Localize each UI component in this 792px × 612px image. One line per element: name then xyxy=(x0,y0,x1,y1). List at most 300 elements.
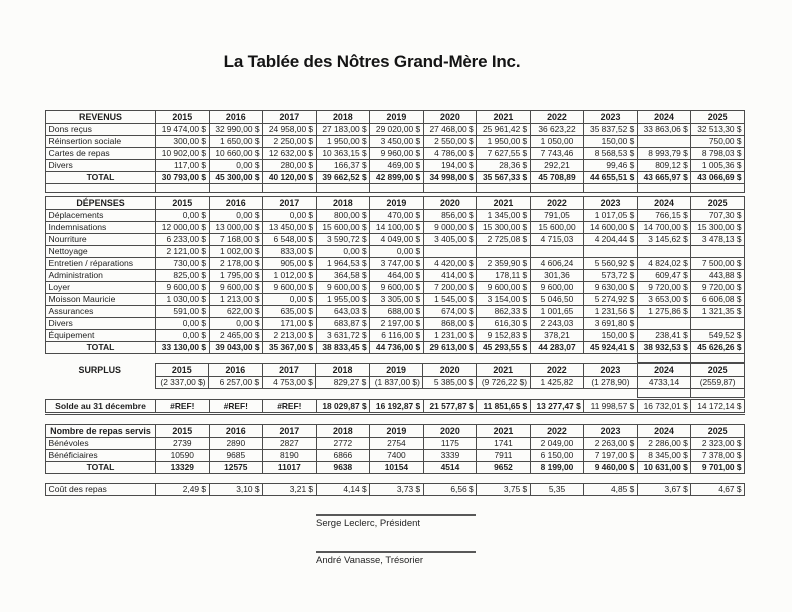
value-cell: 5 560,92 $ xyxy=(584,258,638,270)
value-cell: 2 263,00 $ xyxy=(584,438,638,450)
value-cell: 6 257,00 $ xyxy=(209,377,263,389)
row-label: Bénévoles xyxy=(46,438,156,450)
table-row xyxy=(46,484,745,496)
value-cell: 150,00 $ xyxy=(584,136,638,148)
value-cell: 591,00 $ xyxy=(156,306,210,318)
value-cell: 1 545,00 $ xyxy=(423,294,477,306)
repas-header-row xyxy=(46,425,745,438)
value-cell: 8 993,79 $ xyxy=(637,148,691,160)
empty-cell xyxy=(423,389,477,398)
value-cell: 1175 xyxy=(423,438,477,450)
value-cell: 8 568,53 $ xyxy=(584,148,638,160)
year-header: 2018 xyxy=(316,197,370,210)
empty-cell xyxy=(262,389,316,398)
value-cell: 643,03 $ xyxy=(316,306,370,318)
value-cell: 16 192,87 $ xyxy=(370,400,424,414)
value-cell: 45 300,00 $ xyxy=(209,172,263,184)
value-cell: 0,00 $ xyxy=(263,294,317,306)
value-cell: 0,00 $ xyxy=(263,210,317,222)
empty-cell xyxy=(156,354,210,363)
table-row xyxy=(45,377,745,389)
value-cell: 2 550,00 $ xyxy=(423,136,477,148)
value-cell: (1 278,90) xyxy=(584,377,638,389)
revenus-table xyxy=(45,110,745,193)
row-label: Nettoyage xyxy=(46,246,156,258)
year-header: 2022 xyxy=(530,111,584,124)
value-cell: 683,87 $ xyxy=(316,318,370,330)
value-cell: 3,21 $ xyxy=(263,484,317,496)
value-cell: 1 012,00 $ xyxy=(263,270,317,282)
value-cell: 1 275,86 $ xyxy=(637,306,691,318)
value-cell: 905,00 $ xyxy=(263,258,317,270)
year-header: 2024 xyxy=(637,197,691,210)
empty-cell xyxy=(530,184,584,193)
value-cell: 2 178,00 $ xyxy=(209,258,263,270)
value-cell xyxy=(530,246,584,258)
value-cell: 0,00 $ xyxy=(370,246,424,258)
year-header: 2019 xyxy=(369,364,423,377)
value-cell: 1 950,00 $ xyxy=(316,136,370,148)
value-cell: 12 000,00 $ xyxy=(156,222,210,234)
table-row xyxy=(46,330,745,342)
value-cell: 2,49 $ xyxy=(156,484,210,496)
empty-cell xyxy=(691,354,745,363)
value-cell: 622,00 $ xyxy=(209,306,263,318)
value-cell: 3 405,00 $ xyxy=(423,234,477,246)
empty-cell xyxy=(637,354,691,363)
value-cell: 1741 xyxy=(477,438,531,450)
year-header: 2019 xyxy=(370,425,424,438)
value-cell: 3 305,00 $ xyxy=(370,294,424,306)
solde-table xyxy=(45,399,745,415)
empty-cell xyxy=(637,389,691,398)
table-row xyxy=(46,294,745,306)
value-cell: 10 660,00 $ xyxy=(209,148,263,160)
value-cell: 469,00 $ xyxy=(370,160,424,172)
value-cell: 833,00 $ xyxy=(263,246,317,258)
value-cell: 27 183,00 $ xyxy=(316,124,370,136)
value-cell: 1 950,00 $ xyxy=(477,136,531,148)
value-cell: 1 231,00 $ xyxy=(423,330,477,342)
row-label xyxy=(45,377,155,389)
year-header: 2016 xyxy=(209,364,263,377)
surplus-section-title: SURPLUS xyxy=(78,364,121,375)
year-header: 2022 xyxy=(530,425,584,438)
value-cell: 15 600,00 xyxy=(530,222,584,234)
value-cell: 28,36 $ xyxy=(477,160,531,172)
year-header: 2021 xyxy=(477,111,531,124)
year-header: 2022 xyxy=(530,197,584,210)
value-cell xyxy=(637,136,691,148)
year-header: 2024 xyxy=(637,364,691,377)
year-header: 2025 xyxy=(691,364,745,377)
repas-section-title: Nombre de repas servis xyxy=(46,425,156,438)
value-cell: 36 623,22 xyxy=(530,124,584,136)
value-cell: 6 233,00 $ xyxy=(156,234,210,246)
empty-cell xyxy=(209,184,263,193)
value-cell: 9 600,00 $ xyxy=(477,282,531,294)
value-cell: 2 465,00 $ xyxy=(209,330,263,342)
value-cell: 3 450,00 $ xyxy=(370,136,424,148)
value-cell: 1 005,36 $ xyxy=(691,160,745,172)
value-cell: 9 720,00 $ xyxy=(637,282,691,294)
row-label: Moisson Mauricie xyxy=(46,294,156,306)
value-cell: 3,75 $ xyxy=(477,484,531,496)
year-header: 2023 xyxy=(584,111,638,124)
empty-cell xyxy=(423,184,477,193)
value-cell: 13 000,00 $ xyxy=(209,222,263,234)
year-header: 2017 xyxy=(263,111,317,124)
row-label: TOTAL xyxy=(46,462,156,474)
signature-president: Serge Leclerc, Président xyxy=(316,514,476,529)
value-cell: 4,14 $ xyxy=(316,484,370,496)
value-cell: #REF! xyxy=(156,400,210,414)
value-cell: 33 863,06 $ xyxy=(637,124,691,136)
value-cell: 9638 xyxy=(316,462,370,474)
value-cell: 45 293,55 $ xyxy=(477,342,531,354)
value-cell: #REF! xyxy=(209,400,263,414)
year-header: 2020 xyxy=(423,197,477,210)
value-cell: 6 150,00 xyxy=(530,450,584,462)
empty-cell xyxy=(155,389,209,398)
value-cell: 616,30 $ xyxy=(477,318,531,330)
value-cell: (1 837,00 $) xyxy=(369,377,423,389)
value-cell: 8 345,00 $ xyxy=(637,450,691,462)
empty-cell xyxy=(263,354,317,363)
value-cell: 4 049,00 $ xyxy=(370,234,424,246)
value-cell xyxy=(691,318,745,330)
row-label: Bénéficiaires xyxy=(46,450,156,462)
value-cell: 43 066,69 $ xyxy=(691,172,745,184)
row-label: Administration xyxy=(46,270,156,282)
value-cell: 856,00 $ xyxy=(423,210,477,222)
table-row xyxy=(46,450,745,462)
empty-cell xyxy=(209,389,263,398)
value-cell: 8 199,00 xyxy=(530,462,584,474)
value-cell: 8190 xyxy=(263,450,317,462)
empty-cell xyxy=(476,389,530,398)
value-cell: 707,30 $ xyxy=(691,210,745,222)
value-cell: 300,00 $ xyxy=(156,136,210,148)
value-cell: 7 500,00 $ xyxy=(691,258,745,270)
row-label: Loyer xyxy=(46,282,156,294)
value-cell: 549,52 $ xyxy=(691,330,745,342)
row-label: Nourriture xyxy=(46,234,156,246)
page-title: La Tablée des Nôtres Grand-Mère Inc. xyxy=(223,52,521,71)
table-row xyxy=(46,124,745,136)
value-cell: 2772 xyxy=(316,438,370,450)
value-cell: 43 665,97 $ xyxy=(637,172,691,184)
value-cell: 1 955,00 $ xyxy=(316,294,370,306)
value-cell: 4733,14 xyxy=(637,377,691,389)
signature-treasurer: André Vanasse, Trésorier xyxy=(316,551,476,566)
empty-row xyxy=(46,184,745,193)
value-cell: 38 932,53 $ xyxy=(637,342,691,354)
year-header: 2018 xyxy=(316,364,370,377)
table-row xyxy=(46,210,745,222)
value-cell: 10 902,00 $ xyxy=(156,148,210,160)
value-cell: 1 231,56 $ xyxy=(584,306,638,318)
table-row xyxy=(46,222,745,234)
value-cell: 378,21 xyxy=(530,330,584,342)
value-cell: 44 736,00 $ xyxy=(370,342,424,354)
value-cell: 7 378,00 $ xyxy=(691,450,745,462)
value-cell: 9 000,00 $ xyxy=(423,222,477,234)
value-cell: 178,11 $ xyxy=(477,270,531,282)
empty-cell xyxy=(584,184,638,193)
value-cell: 2 725,08 $ xyxy=(477,234,531,246)
value-cell: 14 700,00 $ xyxy=(637,222,691,234)
year-header: 2015 xyxy=(156,197,210,210)
value-cell: 301,36 xyxy=(530,270,584,282)
empty-cell xyxy=(316,389,370,398)
value-cell: 2 359,90 $ xyxy=(477,258,531,270)
value-cell: 42 899,00 $ xyxy=(370,172,424,184)
year-header: 2023 xyxy=(584,197,638,210)
row-label: Solde au 31 décembre xyxy=(46,400,156,414)
value-cell: 3 747,00 $ xyxy=(370,258,424,270)
value-cell: 800,00 $ xyxy=(316,210,370,222)
value-cell xyxy=(423,246,477,258)
table-row xyxy=(46,136,745,148)
empty-cell xyxy=(584,354,638,363)
value-cell: 1 345,00 $ xyxy=(477,210,531,222)
value-cell: 0,00 $ xyxy=(209,210,263,222)
value-cell: 7 200,00 $ xyxy=(423,282,477,294)
value-cell: 9 460,00 $ xyxy=(584,462,638,474)
value-cell: 10154 xyxy=(370,462,424,474)
value-cell: 8 798,03 $ xyxy=(691,148,745,160)
value-cell: 171,00 $ xyxy=(263,318,317,330)
value-cell: 3 590,72 $ xyxy=(316,234,370,246)
empty-cell xyxy=(370,184,424,193)
row-label: Entretien / réparations xyxy=(46,258,156,270)
value-cell: 15 300,00 $ xyxy=(691,222,745,234)
value-cell: 470,00 $ xyxy=(370,210,424,222)
value-cell: 10590 xyxy=(156,450,210,462)
value-cell xyxy=(691,246,745,258)
table-row xyxy=(46,400,745,414)
depenses-table xyxy=(45,196,745,363)
year-header: 2021 xyxy=(477,425,531,438)
value-cell: 688,00 $ xyxy=(370,306,424,318)
revenus-header-row xyxy=(46,111,745,124)
value-cell: 34 998,00 $ xyxy=(423,172,477,184)
value-cell: 4 786,00 $ xyxy=(423,148,477,160)
value-cell: 1 002,00 $ xyxy=(209,246,263,258)
value-cell: 33 130,00 $ xyxy=(156,342,210,354)
year-header: 2023 xyxy=(584,364,638,377)
value-cell: 2 323,00 $ xyxy=(691,438,745,450)
value-cell: #REF! xyxy=(263,400,317,414)
empty-cell xyxy=(370,354,424,363)
value-cell: 4,85 $ xyxy=(584,484,638,496)
row-label: Dons reçus xyxy=(46,124,156,136)
depenses-section-title: DÉPENSES xyxy=(46,197,156,210)
empty-cell xyxy=(584,389,638,398)
value-cell: 5,35 xyxy=(530,484,584,496)
value-cell: 238,41 $ xyxy=(637,330,691,342)
value-cell: 4 420,00 $ xyxy=(423,258,477,270)
value-cell: 35 837,52 $ xyxy=(584,124,638,136)
value-cell: 11017 xyxy=(263,462,317,474)
value-cell: 2827 xyxy=(263,438,317,450)
value-cell: 19 474,00 $ xyxy=(156,124,210,136)
row-label: Indemnisations xyxy=(46,222,156,234)
repas-table xyxy=(45,424,745,474)
value-cell: 1 795,00 $ xyxy=(209,270,263,282)
value-cell: 10 363,15 $ xyxy=(316,148,370,160)
value-cell: 3 653,00 $ xyxy=(637,294,691,306)
value-cell: (2 337,00 $) xyxy=(155,377,209,389)
row-label: Divers xyxy=(46,318,156,330)
value-cell: 9 960,00 $ xyxy=(370,148,424,160)
empty-cell xyxy=(316,354,370,363)
value-cell: 24 958,00 $ xyxy=(263,124,317,136)
year-header: 2021 xyxy=(476,364,530,377)
year-header: 2020 xyxy=(423,111,477,124)
empty-cell xyxy=(209,354,263,363)
value-cell: 35 367,00 $ xyxy=(263,342,317,354)
value-cell: 6 116,00 $ xyxy=(370,330,424,342)
value-cell: 2 243,03 xyxy=(530,318,584,330)
value-cell: 45 708,89 xyxy=(530,172,584,184)
value-cell: 9652 xyxy=(477,462,531,474)
value-cell: 44 283,07 xyxy=(530,342,584,354)
value-cell: 32 513,30 $ xyxy=(691,124,745,136)
value-cell: 27 468,00 $ xyxy=(423,124,477,136)
year-header: 2015 xyxy=(155,364,209,377)
value-cell: 5 274,92 $ xyxy=(584,294,638,306)
value-cell: 2739 xyxy=(156,438,210,450)
empty-cell xyxy=(45,389,155,398)
year-header: 2025 xyxy=(691,425,745,438)
value-cell: 0,00 $ xyxy=(209,318,263,330)
value-cell: 0,00 $ xyxy=(156,210,210,222)
value-cell: 791,05 xyxy=(530,210,584,222)
value-cell: 6866 xyxy=(316,450,370,462)
value-cell: 9 600,00 xyxy=(530,282,584,294)
table-row xyxy=(46,438,745,450)
value-cell: 11 851,65 $ xyxy=(477,400,531,414)
value-cell: 7 743,46 xyxy=(530,148,584,160)
total-row xyxy=(46,462,745,474)
value-cell: 3 478,13 $ xyxy=(691,234,745,246)
value-cell: 9 600,00 $ xyxy=(156,282,210,294)
value-cell: 0,00 $ xyxy=(156,330,210,342)
value-cell: 3 145,62 $ xyxy=(637,234,691,246)
value-cell: 2890 xyxy=(209,438,263,450)
year-header: 2020 xyxy=(423,364,477,377)
value-cell: 3 691,80 $ xyxy=(584,318,638,330)
year-header: 2017 xyxy=(263,425,317,438)
value-cell: 3,73 $ xyxy=(370,484,424,496)
cout-table xyxy=(45,483,745,496)
value-cell: 0,00 $ xyxy=(156,318,210,330)
value-cell: 45 924,41 $ xyxy=(584,342,638,354)
year-header: 2024 xyxy=(637,425,691,438)
value-cell: 292,21 xyxy=(530,160,584,172)
table-row xyxy=(46,258,745,270)
empty-cell xyxy=(530,354,584,363)
value-cell: 150,00 $ xyxy=(584,330,638,342)
value-cell: 414,00 $ xyxy=(423,270,477,282)
year-header: 2018 xyxy=(316,425,370,438)
value-cell: 0,00 $ xyxy=(316,246,370,258)
value-cell: 6 606,08 $ xyxy=(691,294,745,306)
empty-cell xyxy=(263,184,317,193)
value-cell: 14 600,00 $ xyxy=(584,222,638,234)
value-cell: 2 049,00 xyxy=(530,438,584,450)
value-cell: 12575 xyxy=(209,462,263,474)
value-cell: 766,15 $ xyxy=(637,210,691,222)
year-header: 2015 xyxy=(156,111,210,124)
row-label: Divers xyxy=(46,160,156,172)
value-cell: (9 726,22 $) xyxy=(476,377,530,389)
value-cell: 35 567,33 $ xyxy=(477,172,531,184)
year-header: 2017 xyxy=(262,364,316,377)
value-cell xyxy=(584,246,638,258)
value-cell: 30 793,00 $ xyxy=(156,172,210,184)
empty-cell xyxy=(156,184,210,193)
table-row xyxy=(46,306,745,318)
value-cell: 39 043,00 $ xyxy=(209,342,263,354)
value-cell: 9 600,00 $ xyxy=(370,282,424,294)
value-cell: 3 154,00 $ xyxy=(477,294,531,306)
year-header: 2020 xyxy=(423,425,477,438)
value-cell: 3339 xyxy=(423,450,477,462)
value-cell: 7 627,55 $ xyxy=(477,148,531,160)
empty-cell xyxy=(691,389,745,398)
row-label: Coût des repas xyxy=(46,484,156,496)
value-cell: 14 100,00 $ xyxy=(370,222,424,234)
value-cell: 15 300,00 $ xyxy=(477,222,531,234)
value-cell: 7 197,00 $ xyxy=(584,450,638,462)
year-header: 2022 xyxy=(530,364,584,377)
value-cell: 4 715,03 xyxy=(530,234,584,246)
year-header: 2018 xyxy=(316,111,370,124)
value-cell: 15 600,00 $ xyxy=(316,222,370,234)
value-cell: 4,67 $ xyxy=(691,484,745,496)
value-cell: 2754 xyxy=(370,438,424,450)
value-cell: 99,46 $ xyxy=(584,160,638,172)
value-cell xyxy=(477,246,531,258)
value-cell: 166,37 $ xyxy=(316,160,370,172)
value-cell: 4 204,44 $ xyxy=(584,234,638,246)
value-cell: 730,00 $ xyxy=(156,258,210,270)
value-cell: 2 121,00 $ xyxy=(156,246,210,258)
value-cell: 9685 xyxy=(209,450,263,462)
year-header: 2023 xyxy=(584,425,638,438)
value-cell: 6 548,00 $ xyxy=(263,234,317,246)
value-cell: 14 172,14 $ xyxy=(691,400,745,414)
value-cell: 18 029,87 $ xyxy=(316,400,370,414)
value-cell: 1 030,00 $ xyxy=(156,294,210,306)
value-cell: 9 600,00 $ xyxy=(209,282,263,294)
empty-cell xyxy=(46,184,156,193)
value-cell: 1 650,00 $ xyxy=(209,136,263,148)
value-cell: 9 152,83 $ xyxy=(477,330,531,342)
year-header: 2017 xyxy=(263,197,317,210)
empty-cell xyxy=(423,354,477,363)
value-cell: 1 001,65 xyxy=(530,306,584,318)
year-header: 2015 xyxy=(156,425,210,438)
row-label: Assurances xyxy=(46,306,156,318)
empty-row xyxy=(46,354,745,363)
empty-cell xyxy=(316,184,370,193)
year-header: 2025 xyxy=(691,197,745,210)
year-header: 2016 xyxy=(209,197,263,210)
